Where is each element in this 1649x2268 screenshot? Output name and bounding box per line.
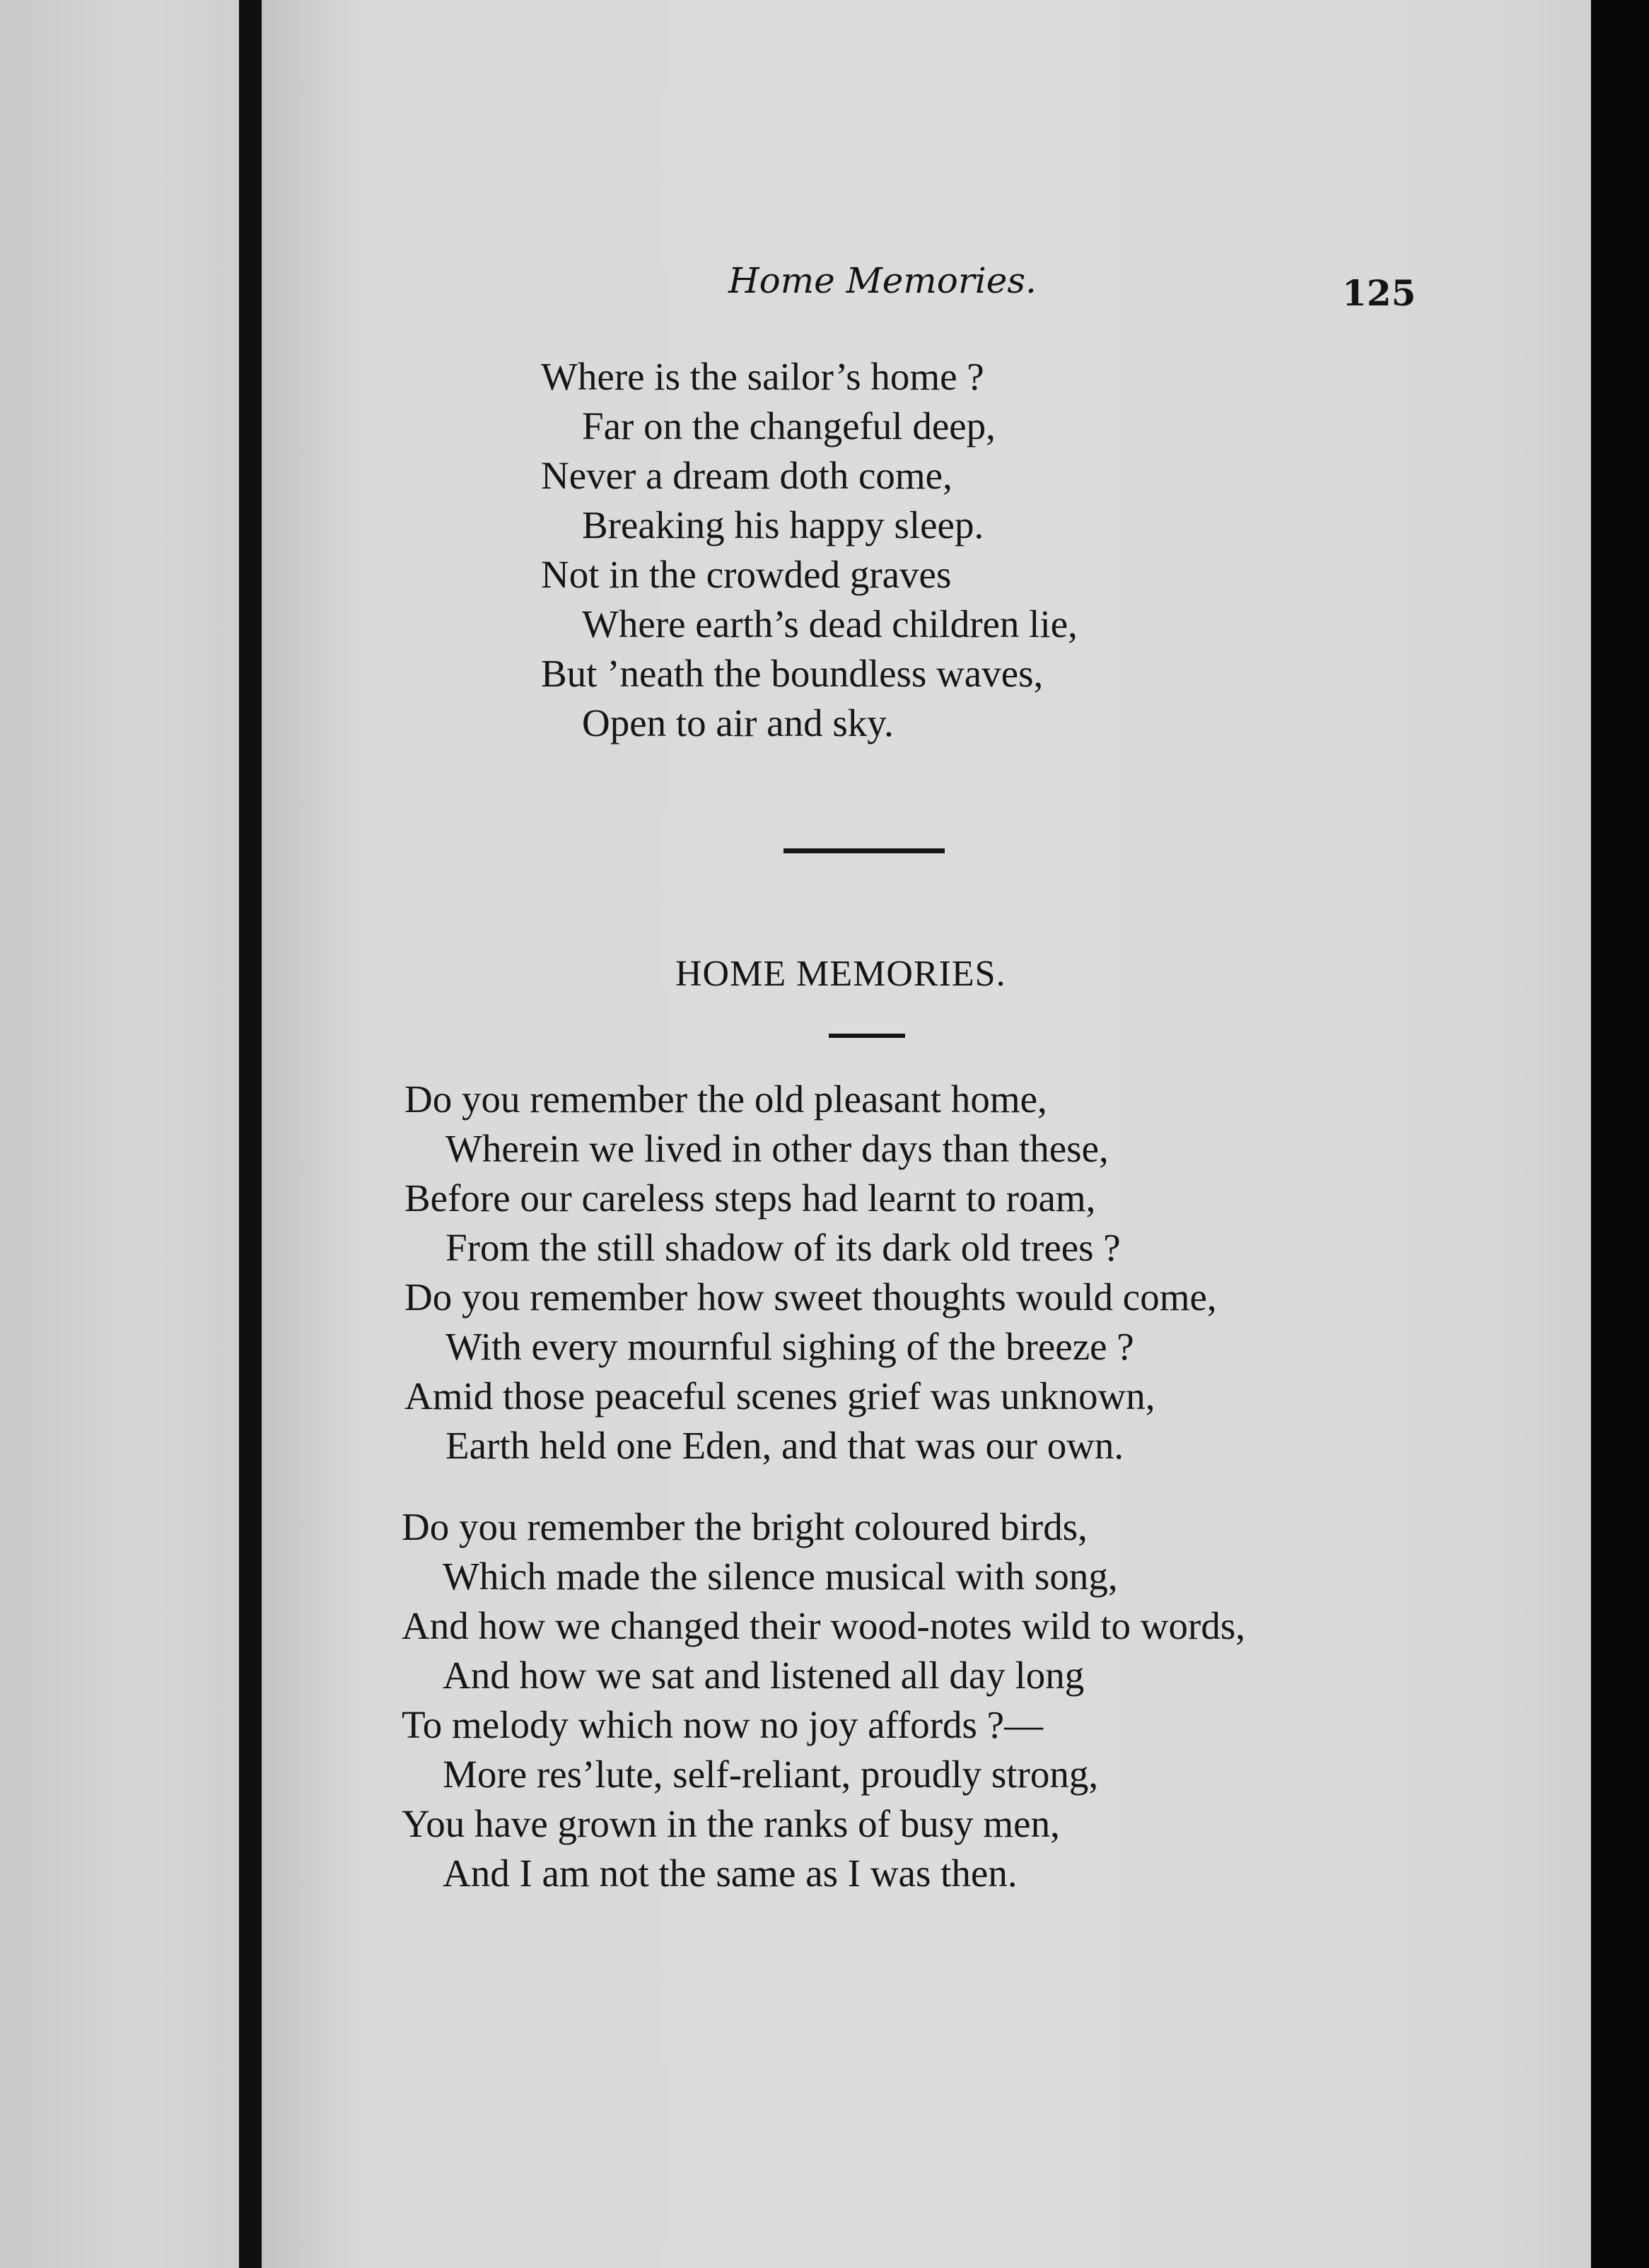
- page-number: 125: [1342, 272, 1416, 314]
- verse-line: Far on the changeful deep,: [582, 404, 996, 448]
- verse-line: And I am not the same as I was then.: [443, 1852, 1018, 1895]
- verse-line: And how we changed their wood-notes wild to words,: [402, 1604, 1245, 1647]
- poem-title: HOME MEMORIES.: [675, 954, 1006, 994]
- verse-line: Do you remember the bright coloured birds,: [402, 1505, 1088, 1548]
- verse-line: Breaking his happy sleep.: [582, 503, 984, 546]
- verse-line: You have grown in the ranks of busy men,: [402, 1802, 1060, 1845]
- verse-line: Not in the crowded graves: [541, 553, 952, 596]
- verse-line: Where is the sailor’s home ?: [541, 355, 984, 398]
- book-gutter: [239, 0, 262, 2268]
- section-divider-rule: [783, 848, 945, 853]
- verse-line: Open to air and sky.: [582, 701, 894, 744]
- running-head: Home Memories.: [728, 260, 1037, 301]
- verse-line: Where earth’s dead children lie,: [582, 602, 1078, 645]
- verse-line: Earth held one Eden, and that was our own.: [445, 1424, 1124, 1467]
- verse-line: With every mournful sighing of the breeze ?: [445, 1325, 1134, 1368]
- verse-line: Before our careless steps had learnt to roam,: [404, 1176, 1096, 1220]
- verse-line: But ’neath the boundless waves,: [541, 652, 1044, 695]
- verse-line: Wherein we lived in other days than these,: [445, 1127, 1109, 1170]
- stanza-old-pleasant-home: [404, 1075, 1217, 1471]
- verse-line: Do you remember the old pleasant home,: [404, 1077, 1047, 1121]
- page-edge-shadow: [1591, 0, 1649, 2268]
- verse-line: To melody which now no joy affords ?—: [402, 1703, 1044, 1746]
- verse-line: Which made the silence musical with song,: [443, 1555, 1118, 1598]
- verse-line: Amid those peaceful scenes grief was unknown,: [404, 1374, 1155, 1418]
- stanza-sailors-home: [541, 352, 1078, 748]
- verse-line: Never a dream doth come,: [541, 454, 952, 497]
- verse-line: More res’lute, self-reliant, proudly strong,: [443, 1753, 1099, 1796]
- verse-line: Do you remember how sweet thoughts would come,: [404, 1275, 1217, 1319]
- verse-line: And how we sat and listened all day long: [443, 1654, 1085, 1697]
- verse-line: From the still shadow of its dark old trees ?: [445, 1226, 1121, 1269]
- title-underline-rule: [829, 1034, 905, 1038]
- left-page-margin: [0, 0, 239, 2268]
- stanza-bright-coloured-birds: [402, 1502, 1245, 1898]
